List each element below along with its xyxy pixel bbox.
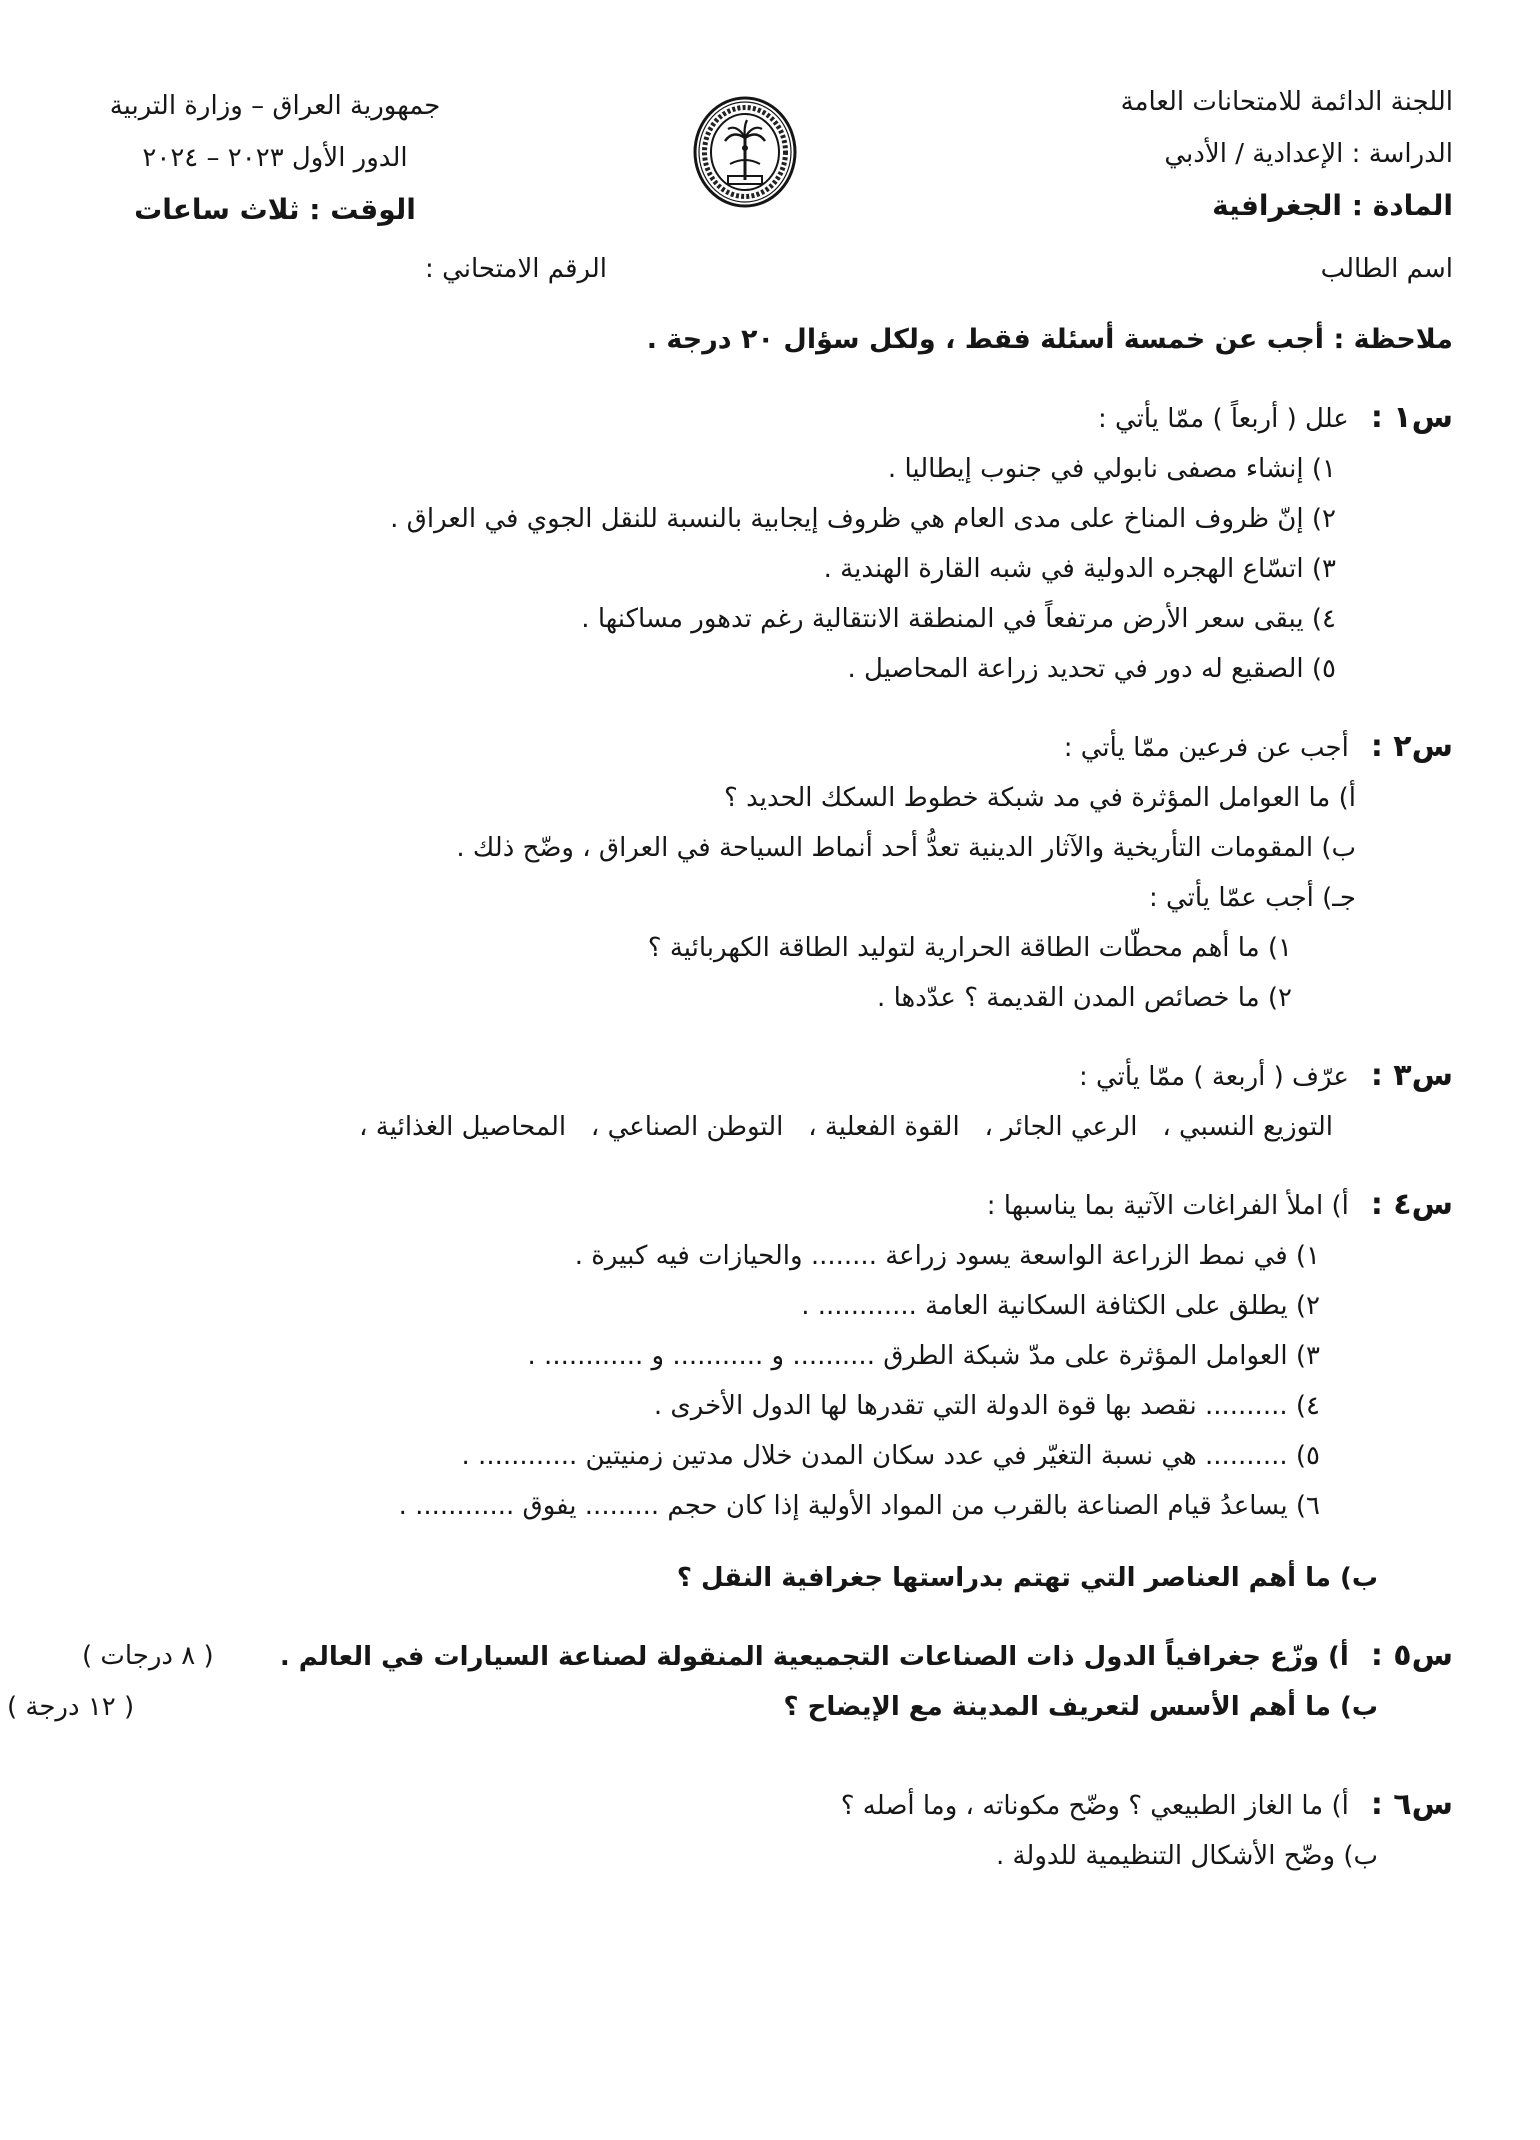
question-head [40, 1780, 1453, 1831]
list-item: ٣) اتسّاع الهجره الدولية في شبه القارة الهندية . [823, 554, 1336, 584]
question-label: س١ : [1370, 400, 1453, 435]
header-right [1121, 76, 1453, 232]
marks-label: ( ١٢ درجة ) [7, 1692, 135, 1722]
question-part-b [7, 1682, 1378, 1732]
list-item: ٢) إنّ ظروف المناخ على مدى العام هي ظروف إيجابية بالنسبة للنقل الجوي في العراق . [390, 504, 1336, 534]
marks-label: ( ٨ درجات ) [82, 1641, 214, 1671]
question-3 [40, 1051, 1453, 1152]
question-label: س٣ : [1370, 1058, 1453, 1093]
ministry-seal-icon [690, 94, 800, 210]
question-head [40, 722, 1453, 773]
header-left [40, 80, 510, 236]
question-head [40, 1631, 1453, 1682]
question-prompt: أجب عن فرعين ممّا يأتي : [1063, 733, 1349, 763]
list-item: ٢) يطلق على الكثافة السكانية العامة ............ . [801, 1291, 1320, 1321]
question-label: س٢ : [1370, 729, 1453, 764]
question-part-b-text: ب) ما أهم الأسس لتعريف المدينة مع الإيضاح ؟ [783, 1692, 1378, 1722]
question-label: س٦ : [1370, 1787, 1453, 1822]
list-item: ب) المقومات التأريخية والآثار الدينية تعدُّ أحد أنماط السياحة في العراق ، وضّح ذلك . [456, 833, 1356, 863]
terms-list: التوزيع النسبي ، الرعي الجائر ، القوة الفعلية ، التوطن الصناعي ، المحاصيل الغذائية ، [359, 1112, 1333, 1142]
list-item: ٤) .......... نقصد بها قوة الدولة التي تقدرها لها الدول الأخرى . [653, 1391, 1320, 1421]
question-head [40, 393, 1453, 444]
list-item: ٤) يبقى سعر الأرض مرتفعاً في المنطقة الانتقالية رغم تدهور مساكنها . [581, 604, 1336, 634]
list-item: ٦) يساعدُ قيام الصناعة بالقرب من المواد الأولية إذا كان حجم ......... يفوق ............ . [398, 1491, 1320, 1521]
question-part-b: ب) وضّح الأشكال التنظيمية للدولة . [995, 1841, 1378, 1871]
exam-body [7, 315, 1453, 1881]
list-item: ١) في نمط الزراعة الواسعة يسود زراعة ........ والحيازات فيه كبيرة . [574, 1241, 1320, 1271]
committee-title: اللجنة الدائمة للامتحانات العامة [1120, 87, 1453, 117]
list-item: ١) إنشاء مصفى نابولي في جنوب إيطاليا . [887, 454, 1336, 484]
exam-time: الوقت : ثلاث ساعات [134, 193, 416, 226]
sub-list-item: ١) ما أهم محطّات الطاقة الحرارية لتوليد الطاقة الكهربائية ؟ [647, 933, 1292, 963]
question-head [40, 1051, 1453, 1102]
question-2 [40, 722, 1453, 1023]
question-part-b: ب) ما أهم العناصر التي تهتم بدراستها جغرافية النقل ؟ [676, 1563, 1378, 1593]
list-item: ٥) الصقيع له دور في تحديد زراعة المحاصيل . [847, 654, 1336, 684]
exam-round: الدور الأول ٢٠٢٣ – ٢٠٢٤ [142, 143, 408, 173]
list-item: ٥) .......... هي نسبة التغيّر في عدد سكان المدن خلال مدتين زمنيتين ............ . [461, 1441, 1320, 1471]
exam-number-label: الرقم الامتحاني : [425, 254, 607, 284]
question-prompt: عرّف ( أربعة ) ممّا يأتي : [1078, 1062, 1349, 1092]
list-item: أ) ما العوامل المؤثرة في مد شبكة خطوط السكك الحديد ؟ [724, 783, 1356, 813]
list-item: ٣) العوامل المؤثرة على مدّ شبكة الطرق .......... و ........... و ............ . [527, 1341, 1320, 1371]
question-6 [40, 1780, 1453, 1881]
question-4 [40, 1180, 1453, 1603]
sub-list-item: ٢) ما خصائص المدن القديمة ؟ عدّدها . [877, 983, 1292, 1013]
question-label: س٥ : [1370, 1638, 1453, 1673]
question-label: س٤ : [1370, 1187, 1453, 1222]
exam-note: ملاحظة : أجب عن خمسة أسئلة فقط ، ولكل سؤال ٢٠ درجة . [646, 324, 1453, 355]
question-5 [7, 1631, 1453, 1732]
question-prompt: أ) وزّع جغرافياً الدول ذات الصناعات التجميعية المنقولة لصناعة السيارات في العالم . [279, 1642, 1349, 1672]
student-name-label: اسم الطالب [1320, 254, 1453, 284]
study-type: الدراسة : الإعدادية / الأدبي [1164, 139, 1453, 169]
question-prompt: أ) املأ الفراغات الآتية بما يناسبها : [986, 1191, 1349, 1221]
question-prompt: علل ( أربعاً ) ممّا يأتي : [1097, 404, 1349, 434]
question-1 [40, 393, 1453, 694]
subject-title: المادة : الجغرافية [1212, 189, 1453, 222]
question-head [40, 1180, 1453, 1231]
republic-ministry: جمهورية العراق – وزارة التربية [109, 91, 441, 121]
list-item: جـ) أجب عمّا يأتي : [1148, 883, 1356, 913]
question-prompt: أ) ما الغاز الطبيعي ؟ وضّح مكوناته ، وما أصله ؟ [840, 1791, 1349, 1821]
